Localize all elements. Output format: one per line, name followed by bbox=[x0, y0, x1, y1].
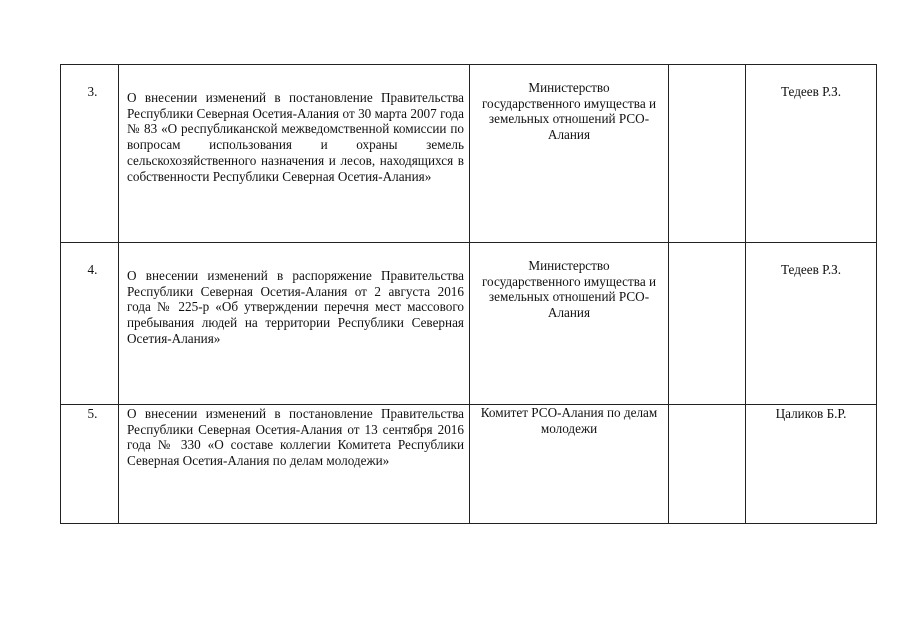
row-number: 5. bbox=[87, 406, 98, 421]
responsible-person: Тедеев Р.З. bbox=[780, 84, 842, 99]
document-table bbox=[60, 64, 877, 524]
document-title-cell bbox=[119, 405, 470, 524]
responsible-body-cell bbox=[470, 405, 669, 524]
deadline-cell bbox=[669, 65, 746, 243]
responsible-person: Тедеев Р.З. bbox=[780, 262, 842, 277]
document-title-cell bbox=[119, 243, 470, 405]
row-number: 4. bbox=[87, 262, 98, 277]
row-number-cell bbox=[61, 243, 119, 405]
document-title: О внесении изменений в постановление Правительства Республики Северная Осетия-Алания от 13 сентября 2016 года № 330 «О составе коллегии Комитета Республики Северная Осетия-Алания по делам молодежи» bbox=[127, 406, 464, 469]
responsible-body-cell bbox=[470, 243, 669, 405]
responsible-person-cell bbox=[746, 65, 877, 243]
deadline-cell bbox=[669, 243, 746, 405]
responsible-person-cell bbox=[746, 405, 877, 524]
responsible-body: Министерство государственного имущества и земельных отношений РСО-Алания bbox=[481, 258, 657, 321]
table-row bbox=[61, 65, 877, 243]
row-number: 3. bbox=[87, 84, 98, 99]
responsible-person-cell bbox=[746, 243, 877, 405]
responsible-body-cell bbox=[470, 65, 669, 243]
row-number-cell bbox=[61, 65, 119, 243]
responsible-body: Комитет РСО-Алания по делам молодежи bbox=[480, 405, 658, 436]
table-row bbox=[61, 405, 877, 524]
responsible-person: Цаликов Б.Р. bbox=[775, 406, 847, 421]
row-number-cell bbox=[61, 405, 119, 524]
document-title-cell bbox=[119, 65, 470, 243]
deadline-cell bbox=[669, 405, 746, 524]
responsible-body: Министерство государственного имущества и земельных отношений РСО-Алания bbox=[481, 80, 657, 143]
table-row bbox=[61, 243, 877, 405]
document-title: О внесении изменений в распоряжение Правительства Республики Северная Осетия-Алания от 2 августа 2016 года № 225-р «Об утверждении перечня мест массового пребывания людей на территории Республики Северная Осетия-Алания» bbox=[127, 268, 464, 346]
document-title: О внесении изменений в постановление Правительства Республики Северная Осетия-Алания от 30 марта 2007 года № 83 «О республиканской межведомственной комиссии по вопросам использования и охраны земель сельскохозяйственного назначения и лесов, находящихся в собственности Республики Северная Осетия-Алания» bbox=[127, 90, 464, 184]
